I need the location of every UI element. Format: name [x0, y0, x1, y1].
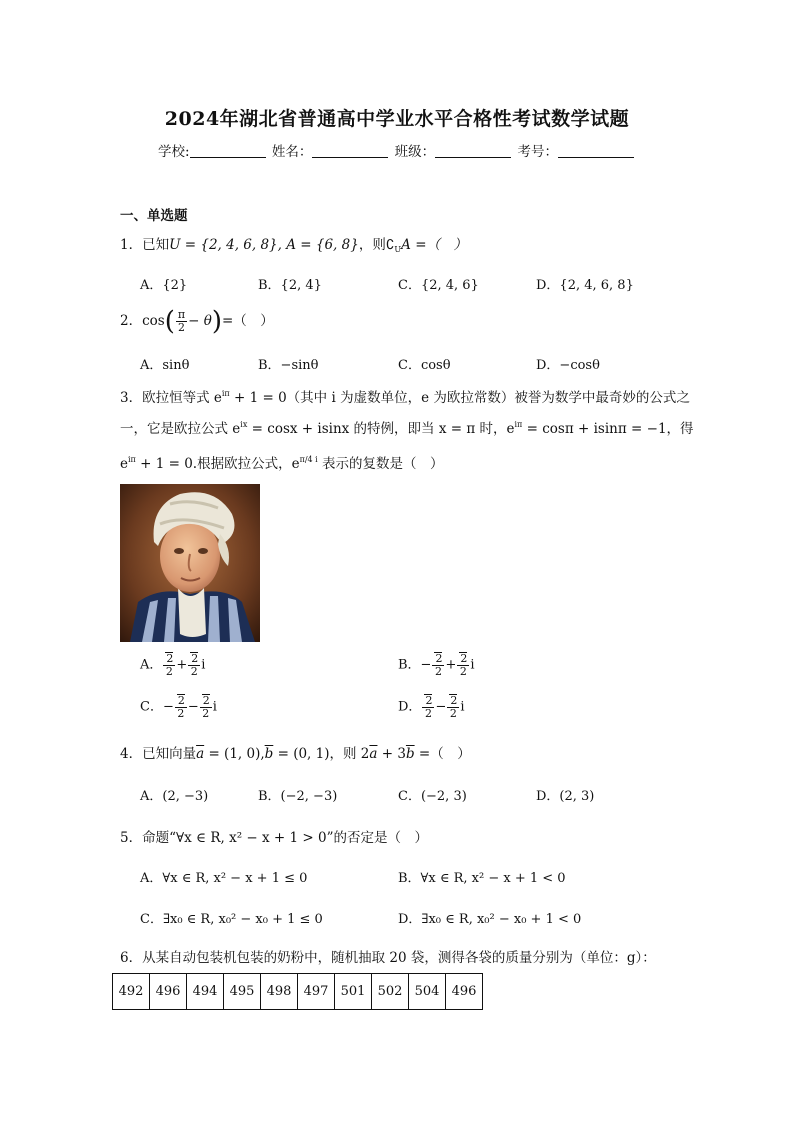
- q5-option-c[interactable]: C．∃x₀ ∈ R, x₀² − x₀ + 1 ≤ 0: [140, 912, 323, 927]
- q1-option-d[interactable]: D．{2, 4, 6, 8}: [536, 278, 634, 293]
- name-blank[interactable]: [312, 144, 388, 158]
- question-2-stem: 2．cos( $\frac{\pi}{2}$ − θ)=（ ）: [120, 306, 274, 337]
- q2-prefix: 2．: [120, 313, 143, 329]
- q5-option-d[interactable]: D．∃x₀ ∈ R, x₀² − x₀ + 1 < 0: [398, 912, 582, 927]
- q4-option-d[interactable]: D．(2, 3): [536, 789, 595, 804]
- q1-complement: ∁: [385, 237, 395, 253]
- table-cell: 501: [335, 974, 372, 1010]
- question-1-stem: [120, 233, 467, 254]
- q5-option-b[interactable]: B．∀x ∈ R, x² − x + 1 < 0: [398, 871, 566, 886]
- q1-prefix: 1．已知: [120, 237, 170, 253]
- q2-option-d[interactable]: D．−cosθ: [536, 358, 600, 373]
- q3-option-d[interactable]: D． $\frac{2}{2}$ − $\frac{2}{2}$ i: [398, 694, 465, 720]
- q1-option-c[interactable]: C．{2, 4, 6}: [398, 278, 479, 293]
- name-label: 姓名：: [271, 144, 313, 160]
- euler-portrait: [120, 484, 260, 642]
- q3-line-2: 一，它是欧拉公式 $e^{ix} = \cos x + isinx$ 的特例，即当 x = π 时，$e^{i\pi} = \cos\pi + isin\pi = -1$，得: [120, 420, 694, 437]
- q1-complement-sub: U: [394, 245, 402, 254]
- q1-after: A =（ ）: [401, 237, 468, 253]
- class-blank[interactable]: [435, 144, 511, 158]
- table-cell: 492: [113, 974, 150, 1010]
- section-title: 一、单选题: [120, 208, 188, 224]
- q1-mid: ，则: [358, 237, 386, 253]
- q4-option-b[interactable]: B．(−2, −3): [258, 789, 338, 804]
- table-cell: 502: [372, 974, 409, 1010]
- q1-option-a[interactable]: A．{2}: [140, 278, 188, 293]
- q3-line-1: 3．欧拉恒等式 $e^{i\pi} + 1 = 0$（其中 i 为虚数单位，e 为欧拉常数）被誉为数学中最奇妙的公式之: [120, 389, 690, 406]
- q2-theta: − θ: [188, 313, 212, 329]
- table-cell: 498: [261, 974, 298, 1010]
- table-cell: 497: [298, 974, 335, 1010]
- q2-option-a[interactable]: A．sinθ: [140, 358, 190, 373]
- q2-suffix: =（ ）: [222, 313, 274, 329]
- q2-cos: cos: [142, 313, 165, 329]
- q6-data-table: [112, 973, 483, 1010]
- q3-option-b[interactable]: B．− $\frac{2}{2}$ + $\frac{2}{2}$ i: [398, 652, 475, 678]
- table-cell: 504: [409, 974, 446, 1010]
- table-cell: 494: [187, 974, 224, 1010]
- student-info-line: [0, 140, 794, 160]
- question-5-stem: 5．命题“∀x ∈ R, x² − x + 1 > 0”的否定是（ ）: [120, 830, 428, 846]
- q4-option-a[interactable]: A．(2, −3): [140, 789, 209, 804]
- table-row: [113, 974, 483, 1010]
- table-cell: 495: [224, 974, 261, 1010]
- table-cell: 496: [446, 974, 483, 1010]
- exam-number-blank[interactable]: [558, 144, 634, 158]
- q3-option-a[interactable]: A． $\frac{2}{2}$ + $\frac{2}{2}$ i: [140, 652, 206, 678]
- q1-set-u: U = {2, 4, 6, 8}: [169, 237, 278, 253]
- q2-pi-over-2: $\frac{\pi}{2}$: [177, 308, 186, 334]
- table-cell: 496: [150, 974, 187, 1010]
- question-4-stem: 4．已知向量$\overline{a} = (1$, $0),\overline{b} = (0$, 1)，则 $2\overline{a} + 3\overline{b}$ =（ ）: [120, 746, 471, 762]
- q1-set-a: , A = {6, 8}: [277, 237, 359, 253]
- question-6-stem: 6．从某自动包装机包装的奶粉中，随机抽取 20 袋，测得各袋的质量分别为（单位：g）：: [120, 950, 656, 966]
- exam-number-label: 考号：: [517, 144, 558, 160]
- q2-option-b[interactable]: B．−sinθ: [258, 358, 319, 373]
- page-title: 2024年湖北省普通高中学业水平合格性考试数学试题: [164, 108, 630, 130]
- school-label: 学校:: [158, 144, 190, 160]
- q2-option-c[interactable]: C．cosθ: [398, 358, 451, 373]
- q1-option-b[interactable]: B．{2, 4}: [258, 278, 322, 293]
- q3-line-3: $e^{i\pi} + 1 = 0$.根据欧拉公式，$e^{\pi/4 i}$ 表示的复数是（ ）: [120, 455, 444, 472]
- q5-option-a[interactable]: A．∀x ∈ R, x² − x + 1 ≤ 0: [140, 871, 308, 886]
- q4-option-c[interactable]: C．(−2, 3): [398, 789, 467, 804]
- school-blank[interactable]: [190, 144, 266, 158]
- q3-option-c[interactable]: C．− $\frac{2}{2}$ − $\frac{2}{2}$ i: [140, 694, 217, 720]
- class-label: 班级：: [394, 144, 436, 160]
